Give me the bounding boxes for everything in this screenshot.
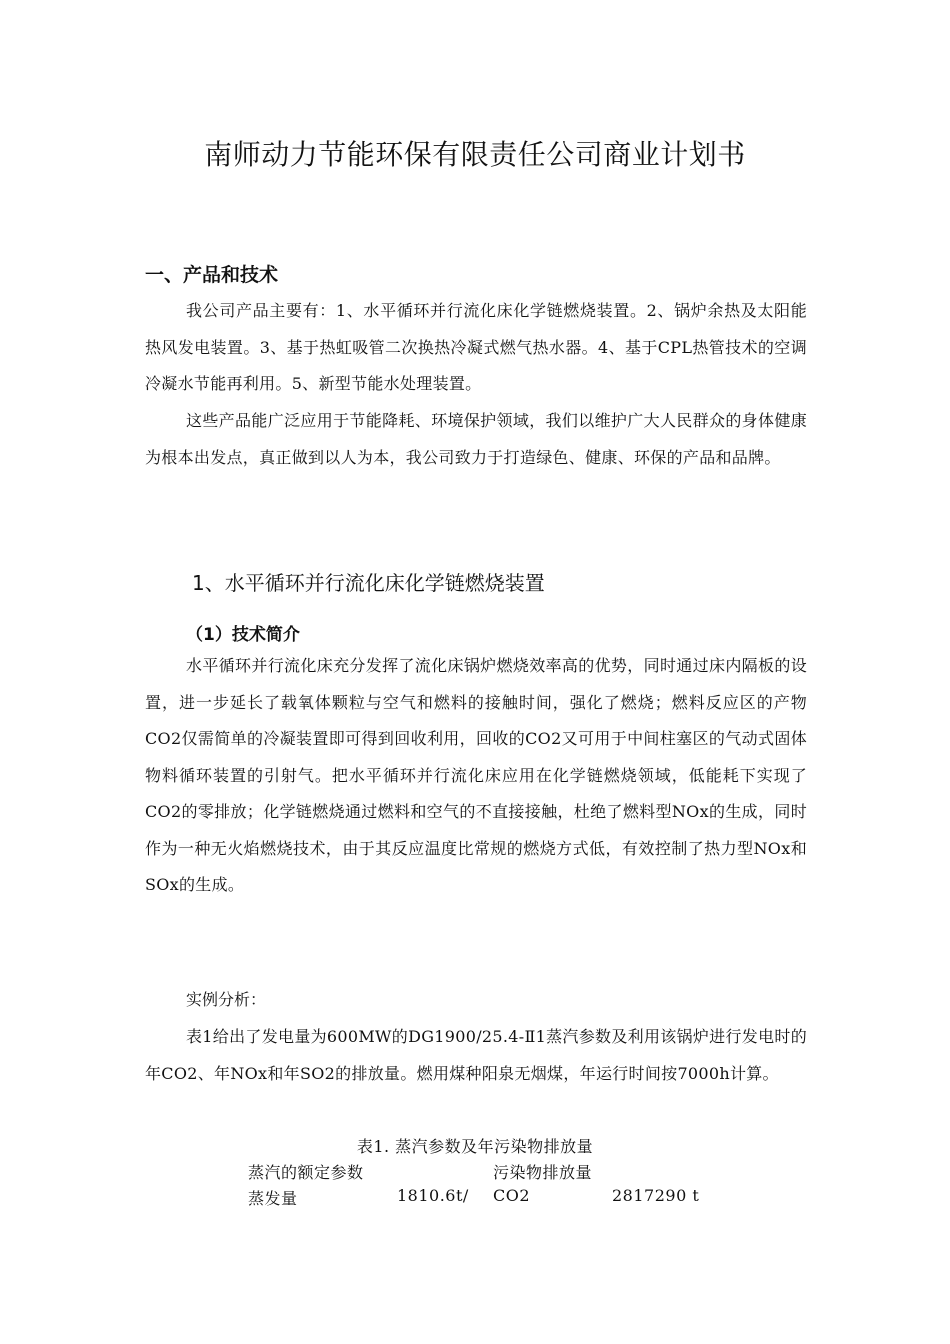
products-list-paragraph: 我公司产品主要有：1、水平循环并行流化床化学链燃烧装置。2、锅炉余热及太阳能热风发电装置。3、基于热虹吸管二次换热冷凝式燃气热水器。4、基于CPL热管技术的空调冷凝水节能再利用。5、新型节能水处理装置。 (145, 301, 807, 393)
table-caption: 表1. 蒸汽参数及年污染物排放量 (356, 1137, 594, 1156)
document-title: 南师动力节能环保有限责任公司商业计划书 (204, 138, 746, 171)
table-cell-param-value: 1810.6t/ (397, 1186, 469, 1205)
table-cell-param-name: 蒸发量 (248, 1189, 298, 1208)
tech-intro-paragraph: 水平循环并行流化床充分发挥了流化床锅炉燃烧效率高的优势，同时通过床内隔板的设置，进一步延长了载氧体颗粒与空气和燃料的接触时间，强化了燃烧；燃料反应区的产物CO2仅需简单的冷凝装置即可得到回收利用，回收的CO2又可用于中间柱塞区的气动式固体物料循环装置的引射气。把水平循环并行流化床应用在化学链燃烧领域，低能耗下实现了CO2的零排放；化学链燃烧通过燃料和空气的不直接接触，杜绝了燃料型NOx的生成，同时作为一种无火焰燃烧技术，由于其反应温度比常规的燃烧方式低，有效控制了热力型NOx和SOx的生成。 (145, 656, 807, 894)
section-heading-products: 一、产品和技术 (145, 264, 279, 286)
table-cell-pollutant-value: 2817290 t (612, 1186, 700, 1205)
table-header-steam-params: 蒸汽的额定参数 (248, 1163, 364, 1182)
example-paragraph: 表1给出了发电量为600MW的DG1900/25.4-Ⅱ1蒸汽参数及利用该锅炉进行发电时的年CO2、年NOx和年SO2的排放量。燃用煤种阳泉无烟煤，年运行时间按7000h计算。 (145, 1027, 807, 1083)
subsection-heading-fluidized-bed: 1、水平循环并行流化床化学链燃烧装置 (192, 571, 545, 595)
example-label: 实例分析： (186, 990, 267, 1009)
table-cell-pollutant-name: CO2 (493, 1186, 531, 1205)
table-header-emissions: 污染物排放量 (493, 1163, 593, 1182)
tech-intro-heading: （1）技术简介 (186, 625, 300, 645)
products-purpose-paragraph: 这些产品能广泛应用于节能降耗、环境保护领域，我们以维护广大人民群众的身体健康为根本出发点，真正做到以人为本，我公司致力于打造绿色、健康、环保的产品和品牌。 (145, 411, 807, 467)
